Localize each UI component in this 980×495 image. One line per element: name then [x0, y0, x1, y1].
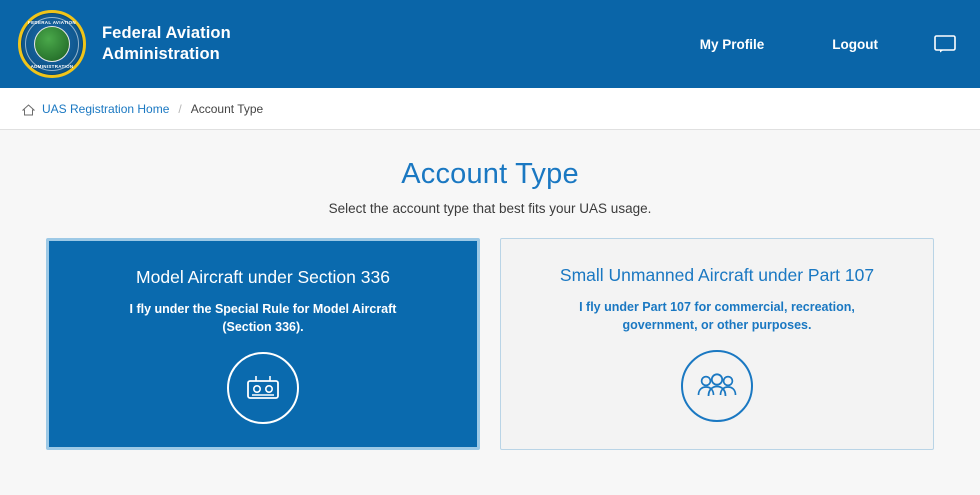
page-title: Account Type: [401, 158, 579, 190]
seal-text-bottom: ADMINISTRATION: [30, 64, 74, 69]
card-icon-wrap: [227, 352, 299, 424]
chat-icon[interactable]: [934, 35, 956, 53]
card-small-uas-part-107[interactable]: [500, 238, 934, 450]
brand-block[interactable]: [0, 10, 231, 78]
remote-controller-icon: [227, 352, 299, 424]
seal-text-top: FEDERAL AVIATION: [28, 20, 76, 25]
page-subtitle: Select the account type that best fits your UAS usage.: [328, 201, 652, 216]
card-icon-wrap: [681, 350, 753, 422]
brand-title-line2: Administration: [102, 45, 220, 63]
brand-title: [102, 23, 231, 65]
nav-my-profile[interactable]: My Profile: [699, 36, 765, 52]
people-group-icon: [681, 350, 753, 422]
card-description: I fly under Part 107 for commercial, recreation, government, or other purposes.: [579, 300, 855, 333]
home-icon: [22, 103, 35, 115]
account-type-cards: [0, 238, 980, 450]
breadcrumb-home-link[interactable]: UAS Registration Home: [42, 101, 170, 116]
breadcrumb-current: Account Type: [190, 101, 264, 116]
breadcrumb: [0, 88, 980, 130]
card-title: Small Unmanned Aircraft under Part 107: [559, 265, 875, 285]
card-description: I fly under the Special Rule for Model Aircraft (Section 336).: [129, 302, 397, 335]
header-nav: [700, 0, 956, 88]
faa-seal-icon: [18, 10, 86, 78]
breadcrumb-separator: /: [178, 101, 182, 116]
site-header: [0, 0, 980, 88]
brand-title-line1: Federal Aviation: [102, 23, 231, 42]
card-model-aircraft-section-336[interactable]: [46, 238, 480, 450]
main-content: [0, 130, 980, 495]
nav-logout[interactable]: Logout: [832, 36, 878, 52]
card-title: Model Aircraft under Section 336: [136, 267, 390, 287]
